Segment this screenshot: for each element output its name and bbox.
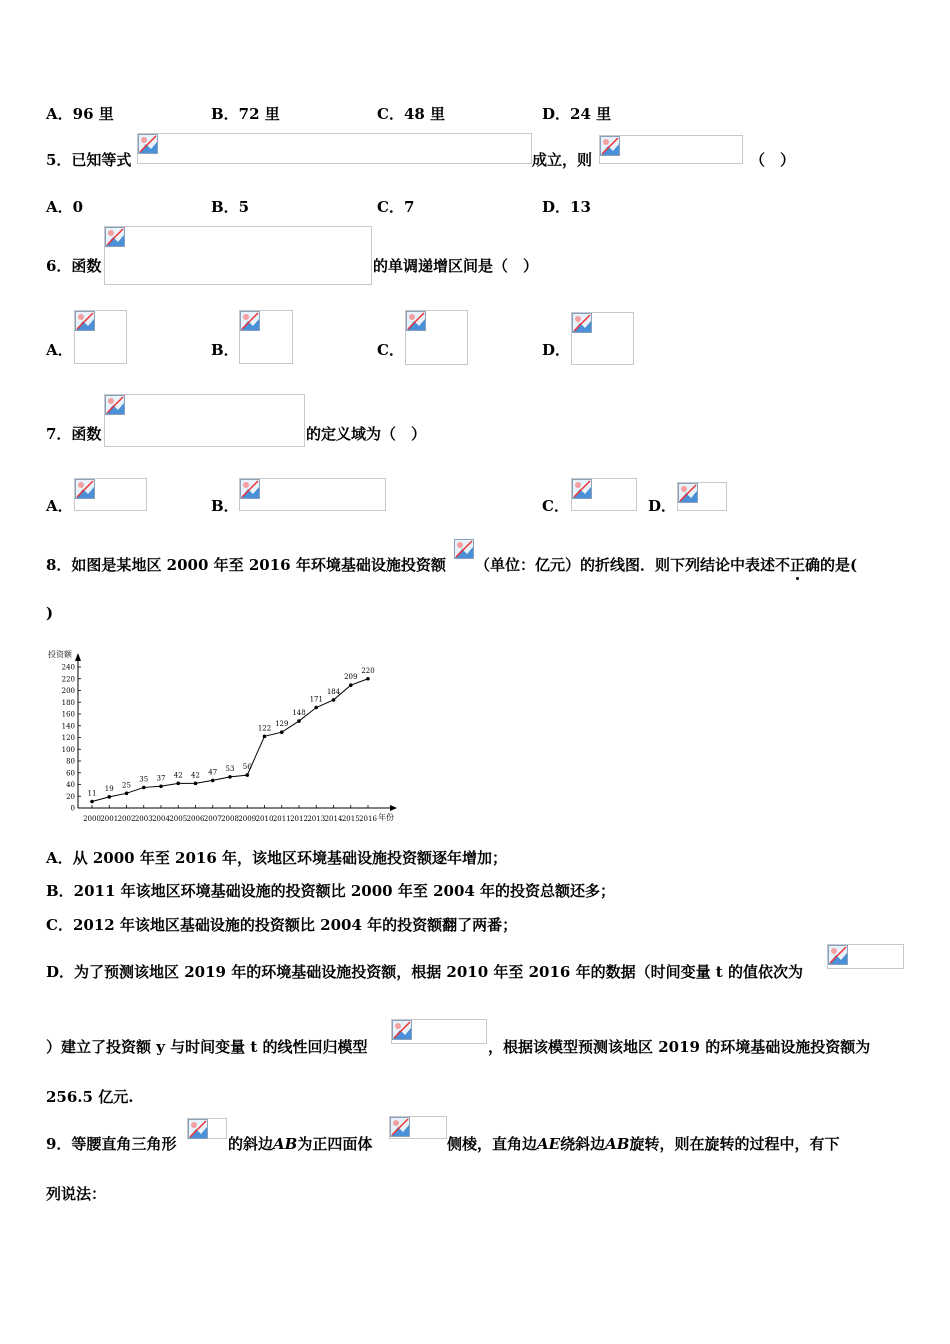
broken-image-icon (105, 395, 125, 415)
q8-suffix-a: （单位：亿元）的折线图．则下列结论中表述 (475, 556, 776, 574)
y-tick-label: 160 (61, 710, 75, 719)
x-tick-label: 2013 (307, 815, 326, 823)
data-point (263, 735, 267, 739)
broken-image-icon (406, 311, 426, 331)
q8-option-c: C．2012 年该地区基础设施的投资额比 2004 年的投资额翻了两番； (46, 916, 518, 934)
data-label: 122 (257, 724, 272, 733)
q9-tetrahedron-image (389, 1116, 447, 1139)
y-tick-label: 20 (66, 792, 75, 801)
data-label: 171 (309, 695, 323, 704)
q8-y-symbol-image (453, 538, 474, 567)
q5-paren: （ ） (750, 151, 796, 169)
q6-option-a-label: A． (46, 341, 73, 359)
q6-function-image (104, 226, 372, 285)
x-tick-label: 2010 (255, 815, 274, 823)
data-point (332, 698, 336, 702)
q9-line2: 列说法： (46, 1185, 107, 1203)
q7-option-c-image (571, 478, 637, 511)
broken-image-icon (454, 539, 474, 559)
data-point (280, 730, 284, 734)
q9-t2: 为正四面体 (297, 1135, 373, 1153)
q8-option-d-line1: D．为了预测该地区 2019 年的环境基础设施投资额，根据 2010 年至 2016 年的数据（时间变量 t 的值依次为 (46, 963, 803, 981)
data-label: 53 (225, 764, 235, 773)
q9-text-b (447, 1133, 839, 1154)
broken-image-icon (678, 483, 698, 503)
x-tick-label: 2003 (134, 815, 153, 823)
data-point (90, 800, 94, 804)
data-point (107, 795, 111, 799)
q7-function-image (104, 394, 305, 447)
broken-image-icon (600, 136, 620, 156)
q7-option-d-label: D． (648, 497, 677, 515)
q4-option-c: C．48 里 (377, 105, 446, 123)
series-line (92, 679, 368, 802)
q9-ae: AE (537, 1135, 561, 1153)
q5-mid: 成立，则 (532, 151, 593, 169)
q9-ab-1: AB (273, 1135, 298, 1153)
data-label: 42 (191, 771, 200, 780)
q4-option-b: B．72 里 (211, 105, 280, 123)
broken-image-icon (138, 134, 158, 154)
x-tick-label: 2008 (221, 815, 239, 823)
q8-close-paren: ) (46, 604, 54, 622)
q5-option-b: B．5 (211, 198, 250, 216)
broken-image-icon (75, 311, 95, 331)
q6-prefix: 6．函数 (46, 257, 102, 275)
chart-ylabel: 投资额 (48, 650, 72, 659)
q5-prefix: 5．已知等式 (46, 151, 132, 169)
broken-image-icon (240, 311, 260, 331)
q8-t-values-image (827, 944, 904, 969)
q6-option-b-image (239, 310, 293, 364)
data-label: 220 (361, 666, 375, 675)
data-label: 42 (173, 771, 183, 780)
q8-option-d-line2b: ，根据该模型预测该地区 2019 的环境基础设施投资额为 (488, 1038, 871, 1056)
data-label: 11 (87, 789, 97, 798)
q5-option-a: A．0 (46, 198, 84, 216)
broken-image-icon (572, 479, 592, 499)
broken-image-icon (390, 1117, 410, 1137)
q7-option-a-image (74, 478, 147, 511)
data-label: 47 (208, 768, 218, 777)
q4-option-d: D．24 里 (542, 105, 612, 123)
x-tick-label: 2006 (186, 815, 205, 823)
q8-emphasis: 不正确 (775, 556, 821, 574)
x-tick-label: 2012 (290, 815, 308, 823)
x-tick-label: 2000 (83, 815, 101, 823)
q8-option-d-line2a: ）建立了投资额 y 与时间变量 t 的线性回归模型 (46, 1038, 368, 1056)
data-label: 37 (156, 774, 166, 783)
q9-triangle-image (187, 1118, 227, 1139)
q8-prefix: 8．如图是某地区 2000 年至 2016 年环境基础设施投资额 (46, 556, 446, 574)
broken-image-icon (828, 945, 848, 965)
x-tick-label: 2014 (324, 815, 343, 823)
data-label: 184 (326, 687, 341, 696)
x-tick-label: 2015 (341, 815, 360, 823)
x-tick-label: 2004 (152, 815, 170, 823)
q6-option-c-label: C． (377, 341, 404, 359)
q7-suffix: 的定义域为（ ） (306, 425, 427, 443)
data-point (125, 792, 129, 796)
q6-option-d-label: D． (542, 341, 571, 359)
q5-expression-image (599, 135, 743, 164)
q9-t3: 侧棱，直角边 (447, 1135, 538, 1153)
q9-ab-2: AB (605, 1135, 630, 1153)
data-point (194, 782, 198, 786)
q7-option-a-label: A． (46, 497, 73, 515)
q5-equation-image (137, 133, 532, 164)
y-axis-arrow (75, 653, 81, 661)
broken-image-icon (240, 479, 260, 499)
data-point (228, 775, 232, 779)
data-label: 25 (122, 781, 131, 790)
y-tick-label: 220 (61, 675, 75, 684)
data-label: 35 (139, 775, 149, 784)
y-tick-label: 140 (61, 722, 75, 731)
q4-option-a: A．96 里 (46, 105, 114, 123)
q8-suffix-b: 的是( (820, 556, 858, 574)
data-point (211, 779, 215, 783)
q7-option-b-label: B． (211, 497, 239, 515)
q7-option-c-label: C． (542, 497, 569, 515)
broken-image-icon (75, 479, 95, 499)
y-tick-label: 60 (66, 769, 75, 778)
q8-option-b: B．2011 年该地区环境基础设施的投资额比 2000 年至 2004 年的投资总额还多； (46, 882, 616, 900)
broken-image-icon (572, 313, 592, 333)
q6-option-b-label: B． (211, 341, 239, 359)
x-axis-arrow (390, 805, 397, 811)
q9-t1: 的斜边 (228, 1135, 274, 1153)
q8-regression-model-image (391, 1019, 487, 1044)
q9-prefix: 9．等腰直角三角形 (46, 1135, 177, 1153)
y-tick-label: 100 (61, 745, 75, 754)
q7-option-b-image (239, 478, 386, 511)
y-tick-label: 0 (70, 804, 75, 813)
y-tick-label: 180 (61, 698, 75, 707)
q6-option-d-image (571, 312, 634, 365)
data-label: 56 (242, 763, 252, 772)
data-point (142, 786, 146, 790)
data-point (176, 782, 180, 786)
data-point (159, 784, 163, 788)
broken-image-icon (105, 227, 125, 247)
q5-option-d: D．13 (542, 198, 591, 216)
data-label: 19 (104, 784, 114, 793)
y-tick-label: 240 (61, 663, 75, 672)
q9-text-a (228, 1133, 372, 1154)
chart-canvas (40, 643, 410, 828)
x-tick-label: 2001 (100, 815, 119, 823)
data-label: 148 (292, 709, 306, 718)
chart-xlabel: 年份 (378, 813, 394, 822)
q6-option-c-image (405, 310, 468, 365)
x-tick-label: 2005 (169, 815, 188, 823)
data-label: 209 (344, 673, 358, 682)
x-tick-label: 2016 (359, 815, 377, 823)
q8-investment-line-chart (40, 643, 410, 828)
q9-t4: 绕斜边 (560, 1135, 606, 1153)
q8-option-d-line3: 256.5 亿元. (46, 1088, 134, 1106)
x-tick-label: 2007 (203, 815, 222, 823)
q8-option-a: A．从 2000 年至 2016 年，该地区环境基础设施投资额逐年增加； (46, 849, 508, 867)
data-point (366, 677, 370, 681)
q7-prefix: 7．函数 (46, 425, 102, 443)
data-label: 129 (275, 720, 289, 729)
q9-t5: 旋转，则在旋转的过程中，有下 (629, 1135, 840, 1153)
data-point (314, 706, 318, 710)
q5-option-c: C．7 (377, 198, 415, 216)
data-point (297, 719, 301, 723)
q6-option-a-image (74, 310, 127, 364)
q7-option-d-image (677, 482, 727, 511)
q8-stem-text (475, 554, 857, 575)
x-tick-label: 2011 (272, 815, 291, 823)
data-point (245, 773, 249, 777)
y-tick-label: 120 (61, 734, 75, 742)
y-tick-label: 40 (66, 781, 75, 789)
q6-suffix: 的单调递增区间是（ ） (373, 257, 539, 275)
y-tick-label: 200 (61, 687, 75, 695)
x-tick-label: 2002 (117, 815, 136, 823)
data-point (349, 683, 353, 687)
broken-image-icon (188, 1119, 208, 1139)
broken-image-icon (392, 1020, 412, 1040)
x-tick-label: 2009 (238, 815, 257, 823)
y-tick-label: 80 (66, 757, 75, 766)
